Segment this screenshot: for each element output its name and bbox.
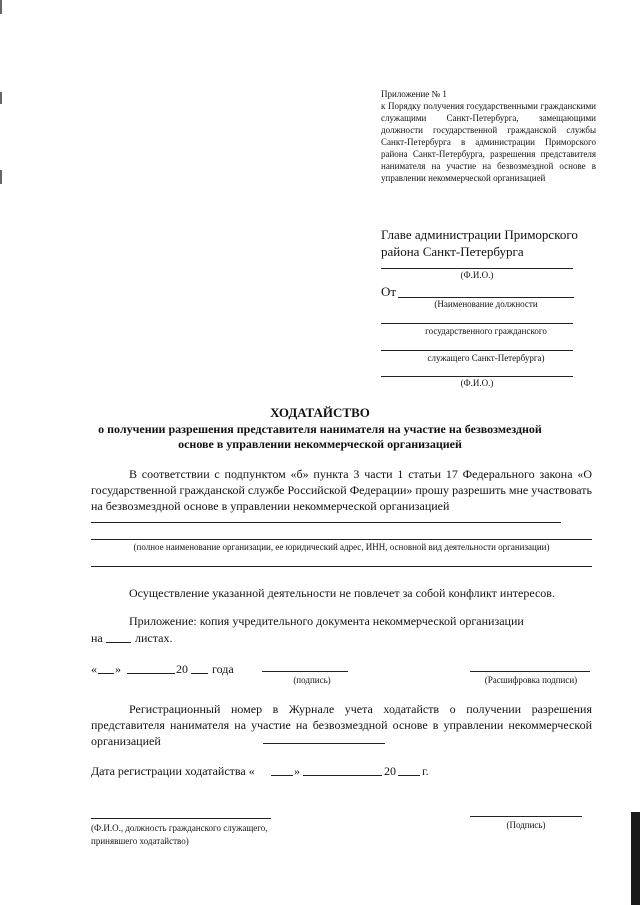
position-line-2 xyxy=(381,323,573,324)
date-year-suffix: года xyxy=(212,662,234,676)
date-close-quote: » xyxy=(115,662,121,676)
registration-day-line xyxy=(271,775,293,776)
date-open-quote: « xyxy=(91,662,97,676)
org-line-2 xyxy=(91,539,592,540)
scan-mark xyxy=(0,0,2,14)
receiver-caption: (Ф.И.О., должность гражданского служащего, принявшего ходатайство) xyxy=(91,823,268,846)
appendix-heading: Приложение № 1 xyxy=(381,89,447,99)
from-label: От xyxy=(381,284,397,299)
registration-paragraph: Регистрационный номер в Журнале учета ходатайств о получении разрешения представителя нанимателя на участие на безвозмездной основе в управлении некоммерческой организацией xyxy=(91,702,592,748)
appendix-block xyxy=(381,88,596,184)
no-conflict-statement: Осуществление указанной деятельности не повлечет за собой конфликт интересов. xyxy=(129,586,555,600)
position-label-3: служащего Санкт-Петербурга) xyxy=(427,353,545,363)
fio-line-1 xyxy=(381,268,573,269)
registration-year-prefix: 20 xyxy=(384,764,396,778)
attachment-sheets-line xyxy=(106,642,131,643)
decoding-line xyxy=(470,671,590,672)
appendix-text: к Порядку получения государственными гражданскими служащими Санкт-Петербурга, замещающими должности государственной гражданской службы Санкт-Петербурга в администрации Приморского района Санкт-Петербурга, разрешения представителя нанимателя на участие на безвозмездной основе в управлении некоммерческой организацией xyxy=(381,101,596,183)
attachment-na: на xyxy=(91,631,103,645)
signature-label: (подпись) xyxy=(293,675,331,685)
scan-mark xyxy=(0,92,2,104)
registration-number-line xyxy=(263,743,385,744)
attachment-line: Приложение: копия учредительного документа некоммерческой организации xyxy=(129,614,524,628)
receiver-signature-label: (Подпись) xyxy=(506,820,546,830)
scan-edge xyxy=(631,812,640,905)
request-paragraph: В соответствии с подпунктом «б» пункта 3 части 1 статьи 17 Федерального закона «О государственной гражданской службе Российской Федерации» прошу разрешить мне участвовать на безвозмездной основе в управлении некоммерческой организацией xyxy=(91,467,592,513)
addressee-to: Главе администрации Приморского района Санкт-Петербурга xyxy=(381,227,578,259)
receiver-line xyxy=(91,818,271,819)
date-year-prefix: 20 xyxy=(176,662,188,676)
scan-mark xyxy=(0,170,2,184)
fio-line-2 xyxy=(381,376,573,377)
document-title: ХОДАТАЙСТВО xyxy=(270,405,370,420)
decoding-label: (Расшифровка подписи) xyxy=(484,675,578,685)
position-line-3 xyxy=(381,350,573,351)
registration-date-label: Дата регистрации ходатайства « xyxy=(91,764,255,778)
date-day-line xyxy=(98,673,114,674)
document-subtitle-2: основе в управлении некоммерческой организацией xyxy=(178,437,462,451)
org-line-3 xyxy=(91,566,592,567)
position-label-2: государственного гражданского xyxy=(425,326,547,336)
attachment-sheets: листах. xyxy=(135,631,173,645)
registration-year-suffix: г. xyxy=(422,764,429,778)
registration-date-close: » xyxy=(294,764,300,778)
date-month-line xyxy=(127,673,175,674)
position-label-1: (Наименование должности xyxy=(434,299,538,309)
registration-month-line xyxy=(303,775,382,776)
from-line xyxy=(398,297,574,298)
receiver-signature-line xyxy=(470,816,582,817)
document-subtitle-1: о получении разрешения представителя нанимателя на участие на безвозмездной xyxy=(98,422,542,436)
org-line-1 xyxy=(91,522,561,523)
registration-year-line xyxy=(398,775,420,776)
fio-label-1: (Ф.И.О.) xyxy=(460,270,494,280)
date-year-line xyxy=(191,673,208,674)
signature-line xyxy=(262,671,348,672)
org-caption: (полное наименование организации, ее юридический адрес, ИНН, основной вид деятельности организации) xyxy=(133,542,550,552)
fio-label-2: (Ф.И.О.) xyxy=(460,378,494,388)
